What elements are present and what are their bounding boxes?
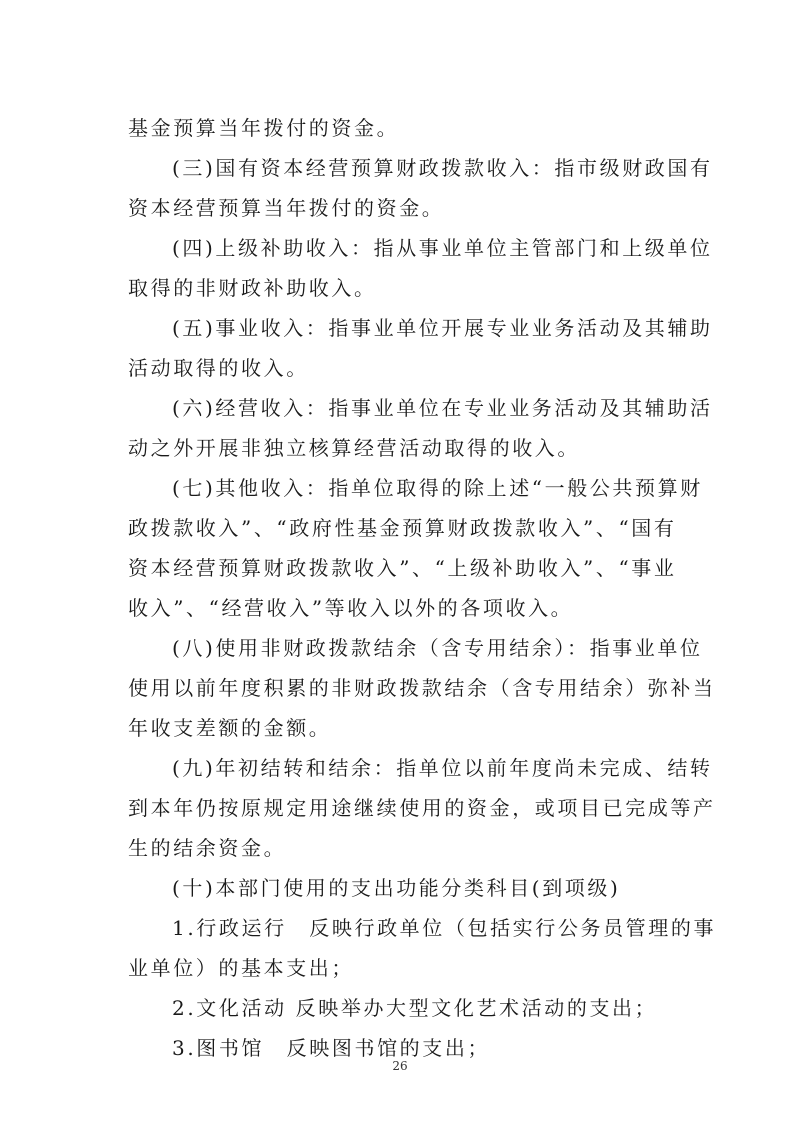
text-line: 政拨款收入”、“政府性基金预算财政拨款收入”、“国有 [128, 516, 677, 540]
text-line: 收入”、“经营收入”等收入以外的各项收入。 [128, 596, 574, 620]
text-line: (四)上级补助收入：指从事业单位主管部门和上级单位 [172, 236, 713, 260]
text-line: (七)其他收入：指单位取得的除上述“一般公共预算财 [172, 476, 703, 500]
text-line: 1.行政运行 反映行政单位（包括实行公务员管理的事 [172, 916, 717, 940]
text-line: 使用以前年度积累的非财政拨款结余（含专用结余）弥补当 [128, 676, 716, 700]
text-line: (十)本部门使用的支出功能分类科目(到项级) [172, 876, 621, 900]
text-line: 活动取得的收入。 [128, 356, 309, 380]
page-number: 26 [392, 1059, 408, 1073]
text-line: 业单位）的基本支出； [128, 956, 354, 980]
text-line: 2.文化活动 反映举办大型文化艺术活动的支出； [172, 996, 658, 1020]
text-line: 基金预算当年拨付的资金。 [128, 116, 400, 140]
text-line: 年收支差额的金额。 [128, 716, 332, 740]
text-line: 到本年仍按原规定用途继续使用的资金，或项目已完成等产 [128, 796, 716, 820]
text-line: 资本经营预算财政拨款收入”、“上级补助收入”、“事业 [128, 556, 677, 580]
text-line: 资本经营预算当年拨付的资金。 [128, 196, 445, 220]
text-line: 取得的非财政补助收入。 [128, 276, 377, 300]
text-line: 动之外开展非独立核算经营活动取得的收入。 [128, 436, 580, 460]
text-line: 3.图书馆 反映图书馆的支出； [172, 1036, 491, 1060]
text-line: 生的结余资金。 [128, 836, 287, 860]
text-line: (五)事业收入：指事业单位开展专业业务活动及其辅助 [172, 316, 713, 340]
text-line: (八)使用非财政拨款结余（含专用结余）：指事业单位 [172, 636, 703, 660]
text-line: (三)国有资本经营预算财政拨款收入：指市级财政国有 [172, 156, 713, 180]
text-line: (九)年初结转和结余：指单位以前年度尚未完成、结转 [172, 756, 713, 780]
text-line: (六)经营收入：指事业单位在专业业务活动及其辅助活 [172, 396, 713, 420]
